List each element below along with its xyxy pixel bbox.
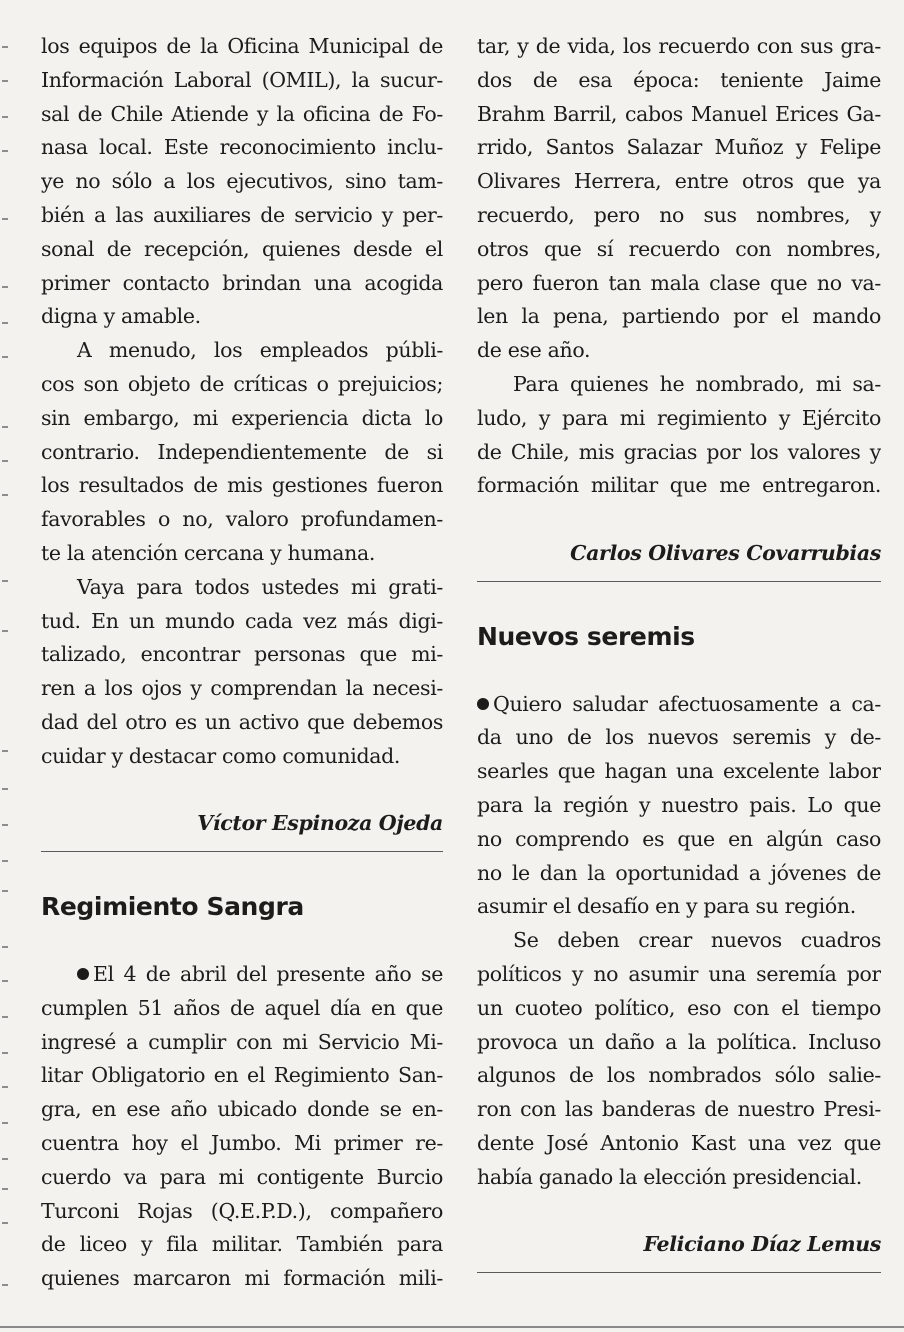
bullet-icon: [477, 698, 489, 710]
text-line: da uno de los nuevos seremis y de-: [477, 725, 881, 750]
text-line: sonal de recepción, quienes desde el: [41, 236, 443, 261]
text-line: formación militar que me entregaron.: [477, 473, 881, 498]
text-line: cuentra hoy el Jumbo. Mi primer re-: [41, 1130, 443, 1155]
letter-paragraph-2: [41, 334, 443, 571]
letter-paragraph-8: [477, 924, 881, 1194]
text-line: políticos y no asumir una seremía por: [477, 961, 881, 986]
text-line: asumir el desafío en y para su región.: [477, 894, 856, 919]
text-line: contrario. Independientemente de si: [41, 439, 443, 464]
letter-paragraph-3: [41, 571, 443, 774]
text-line: len la pena, partiendo por el mando: [477, 304, 881, 329]
text-line: dente José Antonio Kast una vez que: [477, 1130, 881, 1155]
text-line: Vaya para todos ustedes mi grati-: [77, 574, 443, 599]
text-line: te la atención cercana y humana.: [41, 540, 376, 565]
text-line: ingresé a cumplir con mi Servicio Mi-: [41, 1029, 443, 1054]
letter-paragraph-1: [41, 30, 443, 334]
text-line: favorables o no, valoro profundamen-: [41, 507, 443, 532]
text-line: talizado, encontrar personas que mi-: [41, 642, 443, 667]
left-column: [41, 30, 443, 1296]
text-line: para la región y nuestro pais. Lo que: [477, 792, 881, 817]
letter-heading: Nuevos seremis: [477, 621, 695, 651]
text-line: litar Obligatorio en el Regimiento San-: [41, 1063, 443, 1088]
text-line: digna y amable.: [41, 304, 201, 329]
text-line: los equipos de la Oficina Municipal de: [41, 34, 443, 58]
letter-signature: Carlos Olivares Covarrubias: [570, 540, 881, 565]
text-line: Información Laboral (OMIL), la sucur-: [41, 67, 443, 92]
text-line: algunos de los nombrados sólo salie-: [477, 1063, 881, 1088]
letter-heading: Regimiento Sangra: [41, 892, 304, 922]
page-bottom-rule: [0, 1326, 904, 1328]
text-line: bién a las auxiliares de servicio y per-: [41, 202, 443, 227]
text-line: Quiero saludar afectuosamente a ca-: [477, 688, 881, 722]
text-line: ye no sólo a los ejecutivos, sino tam-: [41, 169, 443, 194]
text-line: ludo, y para mi regimiento y Ejército: [477, 405, 881, 430]
text-line: Turconi Rojas (Q.E.P.D.), compañero: [41, 1198, 443, 1223]
text-line: de ese año.: [477, 338, 591, 363]
text-line: provoca un daño a la política. Incluso: [477, 1029, 881, 1054]
text-line: de liceo y fila militar. También para: [41, 1232, 443, 1257]
text-line: cuidar y destacar como comunidad.: [41, 743, 401, 768]
text-line: ren a los ojos y comprendan la necesi-: [41, 676, 443, 701]
letter-paragraph-4: [41, 958, 443, 1296]
letter-signature: Víctor Espinoza Ojeda: [197, 811, 443, 836]
letter-paragraph-6: [477, 368, 881, 503]
left-margin-marks: [0, 28, 18, 1318]
text-line: Se deben crear nuevos cuadros: [513, 928, 881, 953]
text-line: cumplen 51 años de aquel día en que: [41, 995, 443, 1020]
text-line: gra, en ese año ubicado donde se en-: [41, 1097, 443, 1122]
text-line: quienes marcaron mi formación mili-: [41, 1266, 443, 1291]
text-line: sal de Chile Atiende y la oficina de Fo-: [41, 101, 443, 126]
text-line: cos son objeto de críticas o prejuicios;: [41, 371, 443, 396]
text-line: no comprendo es que en algún caso: [477, 826, 881, 851]
letter-signature: Feliciano Díaz Lemus: [643, 1232, 881, 1257]
text-line: A menudo, los empleados públi-: [77, 338, 443, 363]
text-line: cuerdo va para mi contigente Burcio: [41, 1164, 443, 1189]
text-line: rrido, Santos Salazar Muñoz y Felipe: [477, 135, 881, 160]
text-line: dos de esa época: teniente Jaime: [477, 67, 881, 92]
text-line: sin embargo, mi experiencia dicta lo: [41, 405, 443, 430]
text-line: un cuoteo político, eso con el tiempo: [477, 995, 881, 1020]
text-line: Brahm Barril, cabos Manuel Erices Ga-: [477, 101, 881, 126]
text-line: El 4 de abril del presente año se: [41, 958, 443, 992]
text-line: los resultados de mis gestiones fueron: [41, 473, 443, 498]
letter-paragraph-5: [477, 30, 881, 368]
text-line: pero fueron tan mala clase que no va-: [477, 270, 881, 295]
text-line: Olivares Herrera, entre otros que ya: [477, 169, 881, 194]
text-line: dad del otro es un activo que debemos: [41, 709, 443, 734]
bullet-icon: [77, 968, 89, 980]
text-line: primer contacto brindan una acogida: [41, 270, 443, 295]
text-line: otros que sí recuerdo con nombres,: [477, 236, 881, 261]
text-line: Para quienes he nombrado, mi sa-: [513, 371, 881, 396]
text-line: de Chile, mis gracias por los valores y: [477, 439, 881, 464]
letter-paragraph-7: [477, 688, 881, 925]
section-divider: [477, 1272, 881, 1273]
right-column: [477, 30, 881, 1273]
text-line: recuerdo, pero no sus nombres, y: [477, 202, 881, 227]
text-line: nasa local. Este reconocimiento inclu-: [41, 135, 443, 160]
text-line: tud. En un mundo cada vez más digi-: [41, 608, 443, 633]
text-line: no le dan la oportunidad a jóvenes de: [477, 860, 881, 885]
text-line: ron con las banderas de nuestro Presi-: [477, 1097, 881, 1122]
text-line: searles que hagan una excelente labor: [477, 759, 881, 784]
text-line: había ganado la elección presidencial.: [477, 1164, 862, 1189]
text-line: tar, y de vida, los recuerdo con sus gra-: [477, 34, 881, 58]
